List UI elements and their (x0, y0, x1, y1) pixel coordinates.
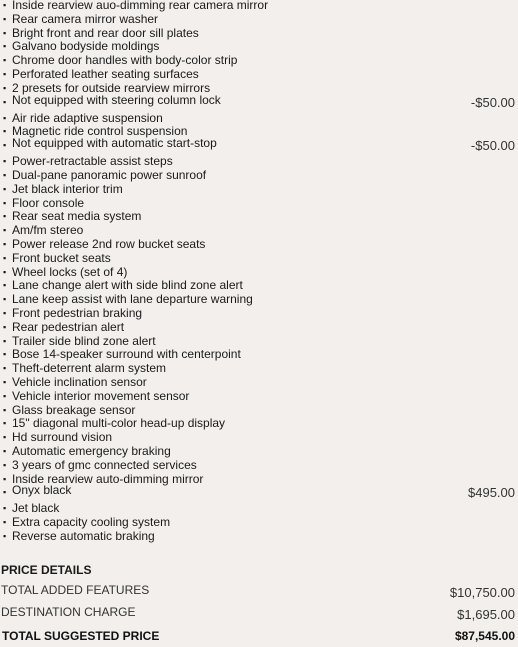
bullet-icon: ▪ (3, 335, 7, 346)
feature-label: Extra capacity cooling system (12, 515, 171, 530)
feature-label: Wheel locks (set of 4) (12, 264, 128, 279)
feature-label: Bose 14-speaker surround with centerpoint (12, 347, 241, 362)
destination-charge-label: DESTINATION CHARGE (1, 605, 136, 619)
bullet-icon: ▪ (3, 445, 7, 456)
bullet-icon: ▪ (3, 197, 7, 208)
list-item (3, 321, 518, 335)
feature-label: Rear pedestrian alert (12, 319, 125, 334)
list-item (3, 530, 518, 544)
bullet-icon: ▪ (3, 13, 7, 24)
bullet-icon: ▪ (3, 0, 7, 10)
list-item (3, 335, 518, 349)
feature-label: Power-retractable assist steps (12, 154, 173, 169)
feature-label: Lane keep assist with lane departure warning (12, 292, 253, 307)
list-item (3, 197, 518, 211)
feature-label: 2 presets for outside rearview mirrors (12, 80, 211, 95)
feature-label: Trailer side blind zone alert (12, 333, 156, 348)
total-added-features-label: TOTAL ADDED FEATURES (1, 583, 150, 597)
bullet-icon: ▪ (3, 307, 7, 318)
feature-label: Air ride adaptive suspension (12, 110, 163, 125)
feature-label: Not equipped with automatic start-stop (12, 136, 217, 151)
list-item (3, 502, 518, 516)
feature-label: Theft-deterrent alarm system (12, 361, 167, 376)
feature-label: Am/fm stereo (12, 223, 84, 238)
bullet-icon: ▪ (3, 183, 7, 194)
bullet-icon: ▪ (3, 238, 7, 249)
feature-label: Magnetic ride control suspension (12, 124, 188, 139)
feature-label: Front pedestrian braking (12, 305, 143, 320)
feature-label: Not equipped with steering column lock (12, 92, 221, 107)
list-item (3, 92, 518, 112)
bullet-icon: ▪ (3, 530, 7, 541)
feature-label: Onyx black (12, 483, 72, 498)
bullet-icon: ▪ (3, 517, 7, 528)
destination-charge-row (0, 602, 518, 624)
feature-label: Dual-pane panoramic power sunroof (12, 167, 207, 182)
bullet-icon: ▪ (3, 126, 7, 137)
feature-label: Automatic emergency braking (12, 443, 171, 458)
total-added-features-row (0, 580, 518, 602)
list-item (3, 136, 518, 155)
bullet-icon: ▪ (3, 321, 7, 332)
feature-label: 3 years of gmc connected services (12, 457, 197, 472)
feature-label: Rear camera mirror washer (12, 11, 159, 26)
bullet-icon: ▪ (3, 211, 7, 222)
list-item (3, 210, 518, 224)
feature-price: $495.00 (468, 485, 515, 501)
feature-label: Lane change alert with side blind zone alert (12, 278, 243, 293)
list-item (3, 473, 518, 487)
feature-label: Hd surround vision (12, 430, 113, 445)
total-suggested-price-label: TOTAL SUGGESTED PRICE (2, 629, 160, 643)
feature-list (3, 0, 518, 544)
feature-label: Bright front and rear door sill plates (12, 25, 199, 40)
list-item (3, 483, 518, 502)
bullet-icon: ▪ (3, 41, 7, 52)
list-item (3, 266, 518, 280)
bullet-icon: ▪ (3, 473, 7, 484)
bullet-icon: ▪ (3, 487, 7, 498)
feature-label: Reverse automatic braking (12, 528, 155, 543)
list-item (3, 417, 518, 431)
feature-label: Inside rearview auo-dimming rear camera mirror (12, 0, 269, 12)
list-item (3, 169, 518, 183)
feature-label: Front bucket seats (12, 250, 111, 265)
destination-charge-value: $1,695.00 (457, 607, 515, 622)
bullet-icon: ▪ (3, 459, 7, 470)
feature-label: 15" diagonal multi-color head-up display (12, 416, 226, 431)
total-suggested-price-value: $87,545.00 (454, 629, 515, 643)
list-item (3, 390, 518, 404)
bullet-icon: ▪ (3, 280, 7, 291)
bullet-icon: ▪ (3, 432, 7, 443)
list-item (3, 307, 518, 321)
list-item (3, 404, 518, 418)
bullet-icon: ▪ (3, 55, 7, 66)
feature-label: Galvano bodyside moldings (12, 39, 160, 54)
list-item (3, 112, 518, 126)
feature-price: -$50.00 (470, 94, 515, 110)
total-suggested-price-row (0, 624, 518, 646)
feature-label: Vehicle interior movement sensor (12, 388, 190, 403)
bullet-icon: ▪ (3, 140, 7, 151)
list-item (3, 431, 518, 445)
list-item (3, 516, 518, 530)
list-item (3, 459, 518, 473)
bullet-icon: ▪ (3, 418, 7, 429)
feature-label: Floor console (12, 195, 85, 210)
feature-label: Jet black (12, 501, 60, 516)
list-item (3, 252, 518, 266)
bullet-icon: ▪ (3, 294, 7, 305)
price-details-title: PRICE DETAILS (1, 563, 92, 577)
bullet-icon: ▪ (3, 349, 7, 360)
feature-label: Chrome door handles with body-color strip (12, 53, 238, 68)
bullet-icon: ▪ (3, 252, 7, 263)
price-details (0, 560, 518, 646)
list-item (3, 279, 518, 293)
bullet-icon: ▪ (3, 27, 7, 38)
bullet-icon: ▪ (3, 503, 7, 514)
feature-price: -$50.00 (470, 138, 515, 154)
feature-label: Perforated leather seating surfaces (12, 66, 199, 81)
feature-label: Glass breakage sensor (12, 402, 136, 417)
list-item (3, 183, 518, 197)
list-item (3, 238, 518, 252)
bullet-icon: ▪ (3, 68, 7, 79)
bullet-icon: ▪ (3, 404, 7, 415)
list-item (3, 155, 518, 169)
bullet-icon: ▪ (3, 169, 7, 180)
list-item (3, 40, 518, 54)
feature-label: Vehicle inclination sensor (12, 374, 147, 389)
bullet-icon: ▪ (3, 266, 7, 277)
bullet-icon: ▪ (3, 376, 7, 387)
bullet-icon: ▪ (3, 96, 7, 107)
list-item (3, 376, 518, 390)
total-added-features-value: $10,750.00 (449, 585, 515, 600)
list-item (3, 293, 518, 307)
list-item (3, 445, 518, 459)
list-item (3, 68, 518, 82)
bullet-icon: ▪ (3, 225, 7, 236)
bullet-icon: ▪ (3, 390, 7, 401)
bullet-icon: ▪ (3, 82, 7, 93)
feature-label: Inside rearview auto-dimming mirror (12, 471, 204, 486)
list-item (3, 348, 518, 362)
list-item (3, 27, 518, 41)
list-item (3, 224, 518, 238)
feature-label: Power release 2nd row bucket seats (12, 236, 206, 251)
bullet-icon: ▪ (3, 363, 7, 374)
feature-label: Rear seat media system (12, 209, 142, 224)
bullet-icon: ▪ (3, 112, 7, 123)
list-item (3, 13, 518, 27)
list-item (3, 362, 518, 376)
feature-label: Jet black interior trim (12, 181, 123, 196)
bullet-icon: ▪ (3, 156, 7, 167)
list-item (3, 54, 518, 68)
